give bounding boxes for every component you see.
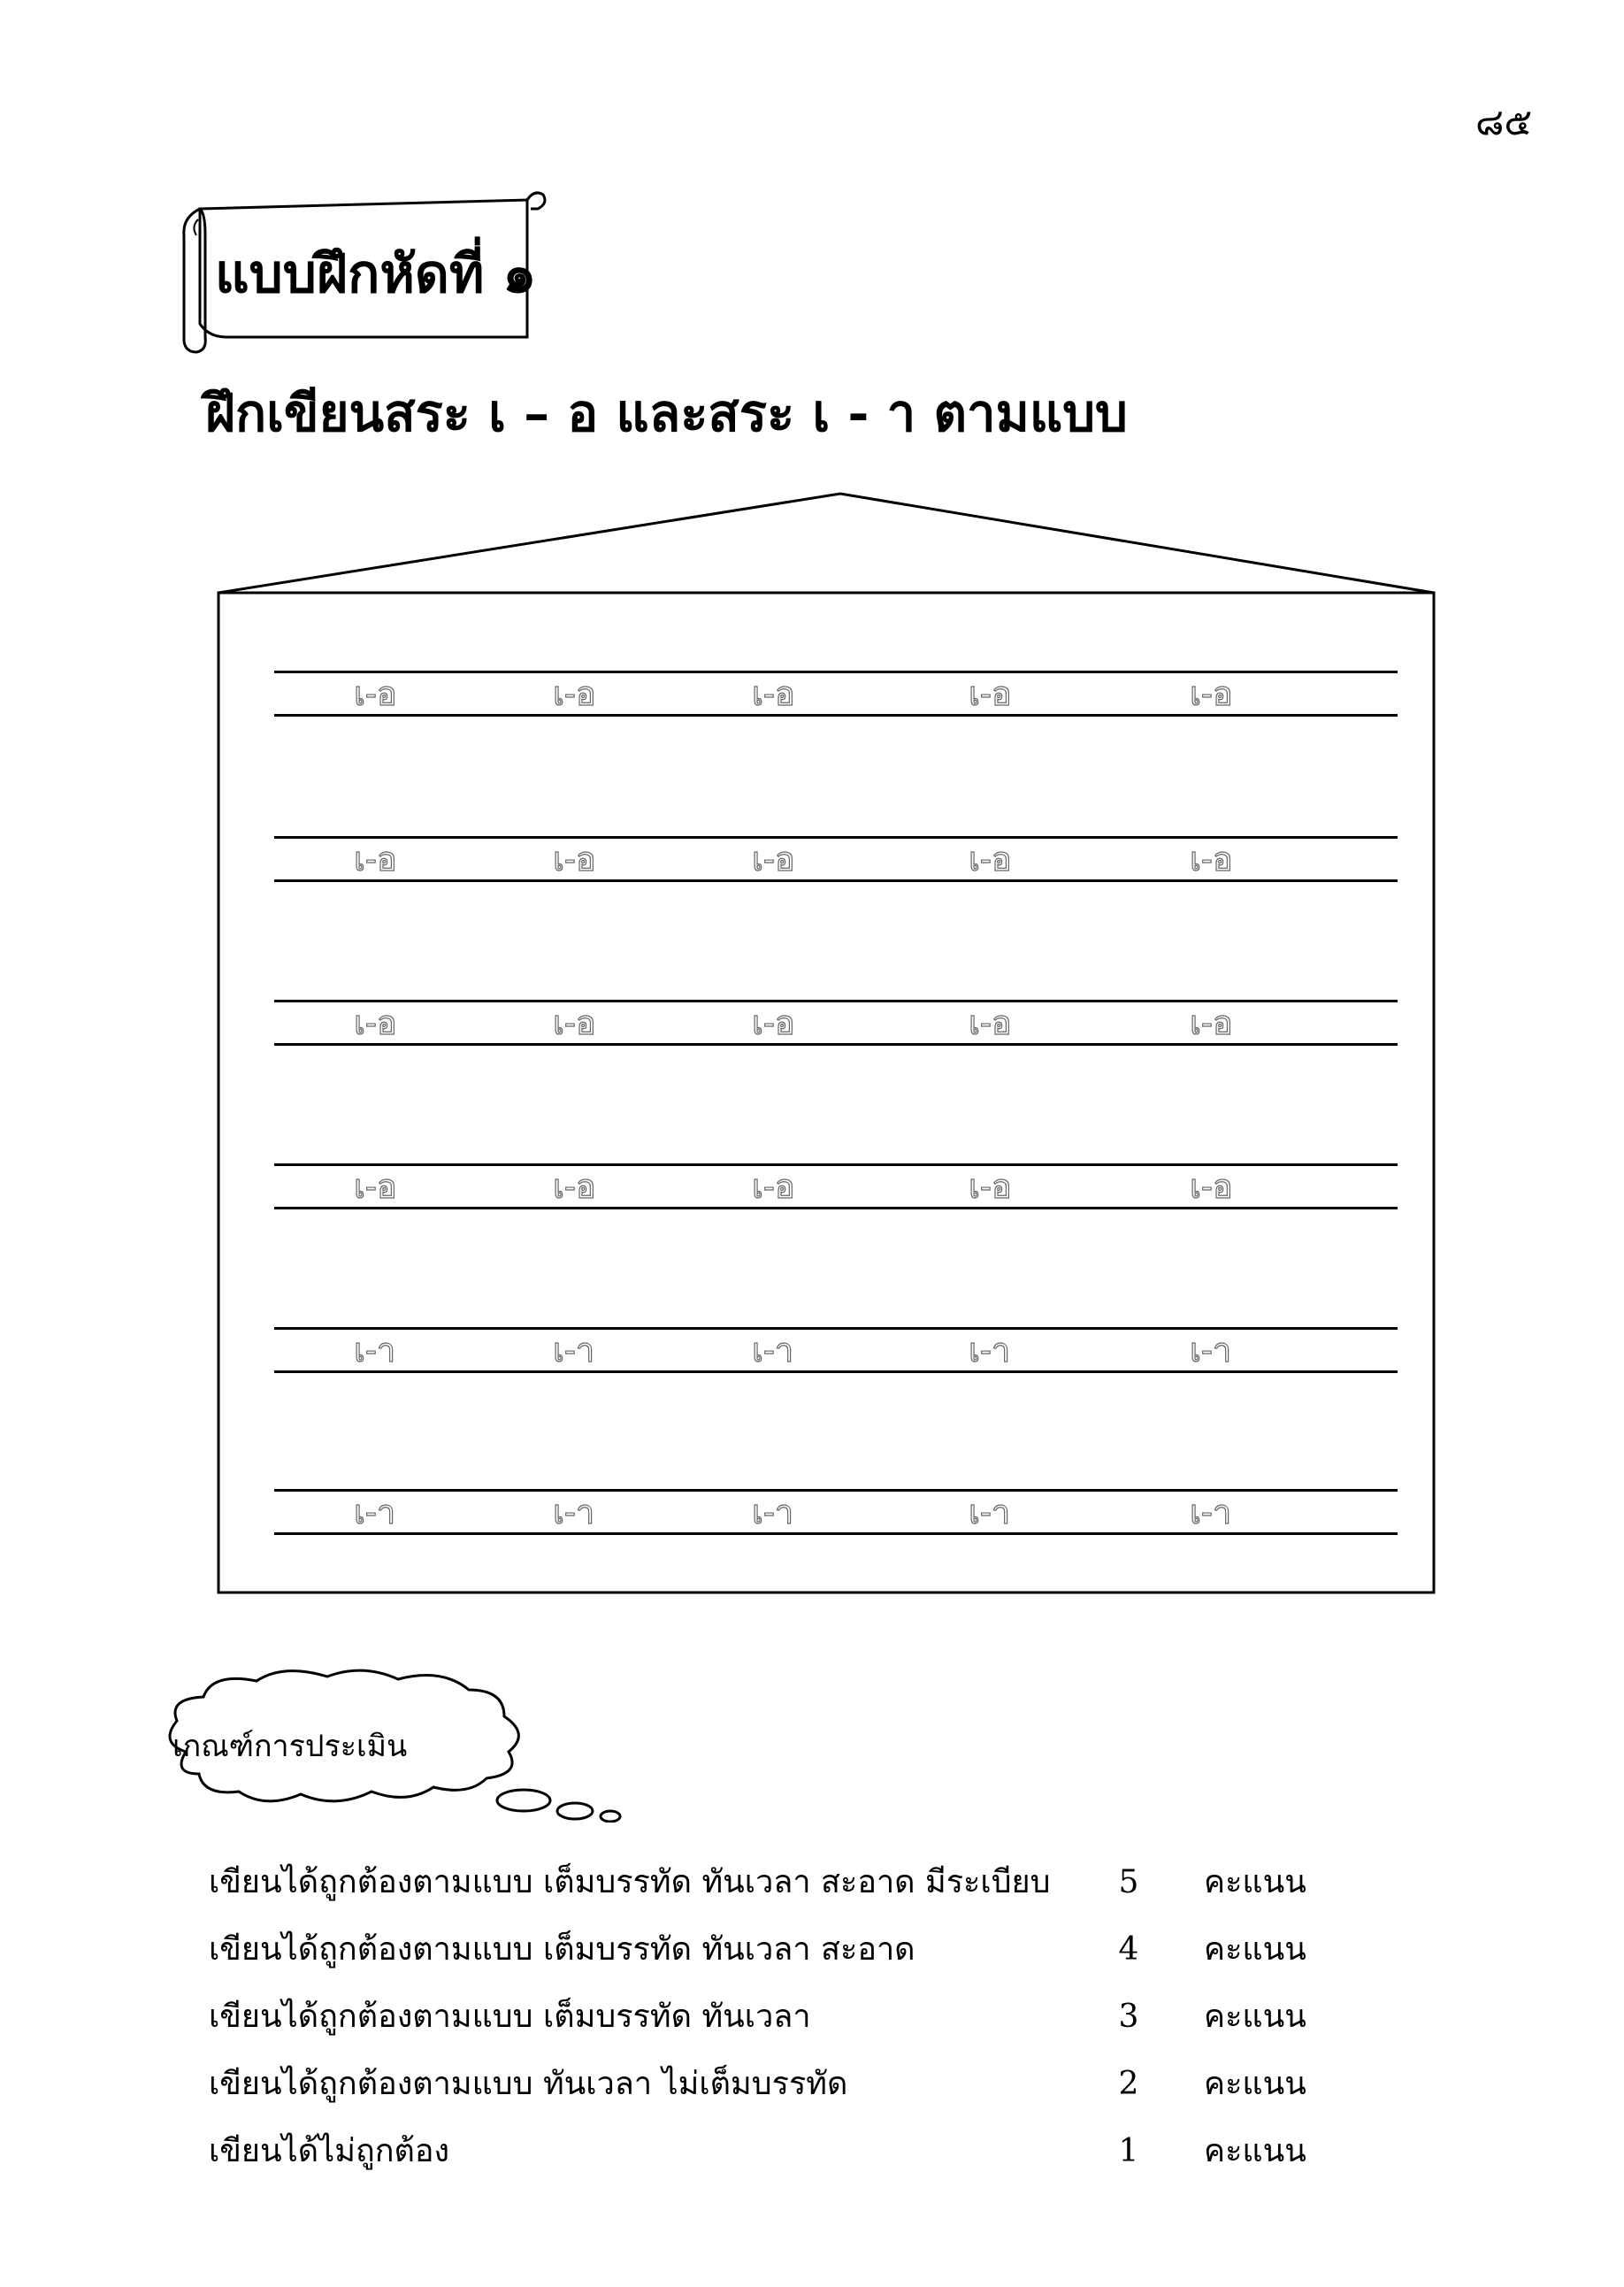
trace-pattern: เ-า xyxy=(1190,1331,1232,1370)
practice-row xyxy=(274,1000,1398,1046)
trace-pattern: เ-า xyxy=(354,1493,396,1531)
rubric-description: เขียนได้ถูกต้องตามแบบ เต็มบรรทัด ทันเวลา สะอาด xyxy=(209,1931,915,1968)
trace-pattern: เ-อ xyxy=(354,1167,397,1206)
trace-pattern: เ-อ xyxy=(1190,674,1233,713)
rubric-row xyxy=(209,1849,1359,1916)
trace-pattern: เ-อ xyxy=(1190,1003,1233,1042)
trace-pattern: เ-า xyxy=(752,1331,794,1370)
trace-pattern: เ-อ xyxy=(354,1003,397,1042)
trace-pattern: เ-อ xyxy=(553,674,596,713)
trace-pattern: เ-า xyxy=(553,1331,595,1370)
trace-pattern: เ-อ xyxy=(1190,1167,1233,1206)
instruction-heading: ฝึกเขียนสระ เ – อ และสระ เ - า ตามแบบ xyxy=(205,383,1128,443)
criteria-label: เกณฑ์การประเมิน xyxy=(172,1729,408,1764)
rubric-table xyxy=(209,1849,1359,2185)
rubric-unit: คะแนน xyxy=(1204,1864,1306,1900)
practice-row xyxy=(274,1489,1398,1535)
trace-pattern: เ-อ xyxy=(969,840,1012,879)
practice-row xyxy=(274,836,1398,882)
trace-pattern: เ-อ xyxy=(752,1167,795,1206)
trace-pattern: เ-อ xyxy=(354,674,397,713)
rubric-description: เขียนได้ถูกต้องตามแบบ เต็มบรรทัด ทันเวลา สะอาด มีระเบียบ xyxy=(209,1864,1051,1900)
rubric-score: 2 xyxy=(1118,2066,1139,2102)
trace-pattern: เ-อ xyxy=(553,840,596,879)
rubric-description: เขียนได้ถูกต้องตามแบบ ทันเวลา ไม่เต็มบรรทัด xyxy=(209,2066,848,2102)
rubric-unit: คะแนน xyxy=(1204,1931,1306,1968)
rubric-unit: คะแนน xyxy=(1204,2066,1306,2102)
trace-pattern: เ-อ xyxy=(752,840,795,879)
rubric-row xyxy=(209,1916,1359,1984)
rubric-score: 4 xyxy=(1118,1931,1139,1968)
trace-pattern: เ-อ xyxy=(752,674,795,713)
trace-pattern: เ-า xyxy=(553,1493,595,1531)
rubric-description: เขียนได้ไม่ถูกต้อง xyxy=(209,2133,450,2169)
rubric-unit: คะแนน xyxy=(1204,1999,1306,2035)
trace-pattern: เ-า xyxy=(969,1493,1011,1531)
rubric-description: เขียนได้ถูกต้องตามแบบ เต็มบรรทัด ทันเวลา xyxy=(209,1999,811,2035)
trace-pattern: เ-อ xyxy=(969,1167,1012,1206)
rubric-row xyxy=(209,2118,1359,2185)
trace-pattern: เ-อ xyxy=(752,1003,795,1042)
trace-pattern: เ-อ xyxy=(1190,840,1233,879)
trace-pattern: เ-อ xyxy=(553,1003,596,1042)
trace-pattern: เ-อ xyxy=(969,674,1012,713)
practice-row xyxy=(274,1327,1398,1373)
trace-pattern: เ-า xyxy=(1190,1493,1232,1531)
trace-pattern: เ-อ xyxy=(354,840,397,879)
practice-row xyxy=(274,1163,1398,1209)
rubric-score: 3 xyxy=(1118,1999,1139,2035)
rubric-row xyxy=(209,1984,1359,2051)
rubric-score: 5 xyxy=(1118,1864,1139,1900)
rubric-unit: คะแนน xyxy=(1204,2133,1306,2169)
trace-pattern: เ-อ xyxy=(553,1167,596,1206)
trace-pattern: เ-อ xyxy=(969,1003,1012,1042)
rubric-row xyxy=(209,2051,1359,2118)
rubric-score: 1 xyxy=(1118,2133,1139,2169)
practice-row xyxy=(274,671,1398,717)
exercise-title: แบบฝึกหัดที่ ๑ xyxy=(215,243,537,305)
page-number: ๘๕ xyxy=(1475,100,1533,143)
trace-pattern: เ-า xyxy=(969,1331,1011,1370)
trace-pattern: เ-า xyxy=(354,1331,396,1370)
trace-pattern: เ-า xyxy=(752,1493,794,1531)
